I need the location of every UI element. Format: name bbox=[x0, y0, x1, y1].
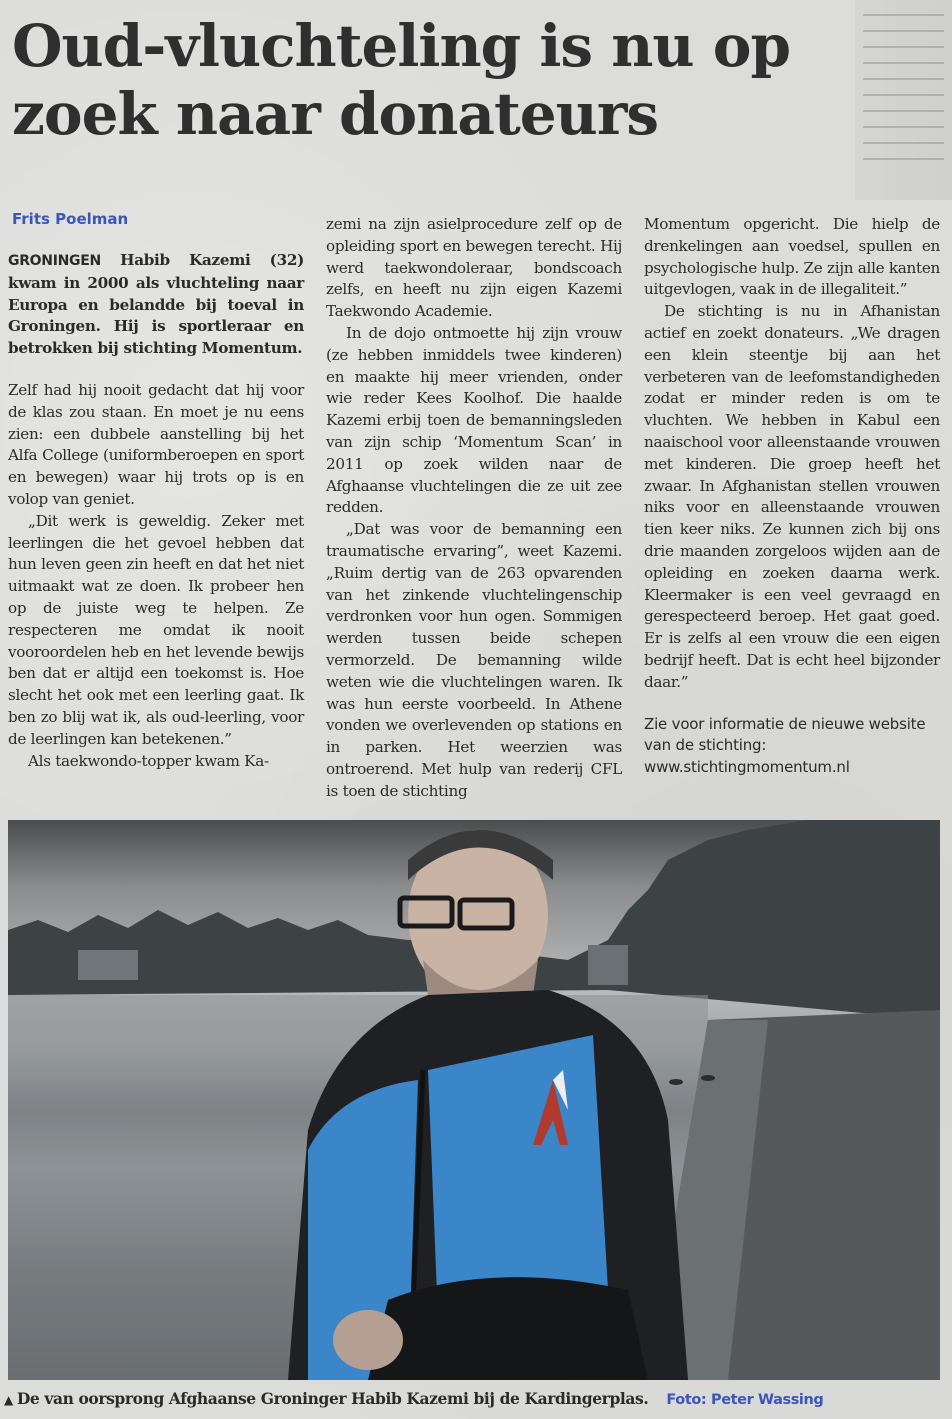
article-column-3 bbox=[644, 214, 940, 778]
paragraph: De stichting is nu in Afhanistan actief en zoekt donateurs. „We dragen een klein steentje bij aan het verbeteren van de leefomstandigheden zodat er minder reden is om te vluchten. We hebben in Kabul een naaischool voor alleenstaande vrouwen met kinderen. Die groep heeft het zwaar. In Afghanistan stellen vrouwen niks voor en alleenstaande vrouwen tien keer niks. Ze kunnen zich bij ons drie maanden zorgeloos wijden aan de opleiding en zoeken daarna werk. Kleermaker is een veel gevraagd en gerespecteerd beroep. Het gaat goed. Er is zelfs al een vrouw die een eigen bedrijf heeft. Dat is echt heel bijzonder daar.” bbox=[644, 302, 940, 691]
dateline: GRONINGEN bbox=[8, 253, 101, 269]
photo-illustration bbox=[8, 820, 940, 1380]
building bbox=[588, 945, 628, 985]
paragraph: Als taekwondo-topper kwam Ka- bbox=[28, 751, 269, 770]
paragraph: Momentum opgericht. Die hielp de drenkelingen aan voedsel, spullen en psychologische hulp. Ze zijn alle kanten uitgevlogen, vaak in de illegaliteit.” bbox=[644, 215, 940, 299]
article-column-2 bbox=[326, 214, 622, 803]
website-link[interactable]: www.stichtingmomentum.nl bbox=[644, 757, 850, 776]
info-text: Zie voor informatie de nieuwe website van de stichting: bbox=[644, 714, 926, 755]
paragraph: „Dit werk is geweldig. Zeker met leerlingen die het gevoel hebben dat hun leven geen zin heeft en dat het niet uitmaakt wat ze doen. Ik probeer hen op de juiste weg te helpen. Ze respecteren me omdat ik nooit vooroordelen heb en het levende bewijs ben dat er altijd een toekomst is. Hoe slecht het ook met een leerling gaat. Ik ben zo blij wat ik, als oud-leerling, voor de leerlingen kan betekenen.” bbox=[8, 511, 304, 748]
headline: Oud-vluchteling is nu op zoek naar donateurs bbox=[12, 12, 791, 148]
person-knee bbox=[368, 1277, 648, 1380]
photo-credit: Foto: Peter Wassing bbox=[666, 1392, 824, 1408]
building bbox=[78, 950, 138, 980]
paragraph: zemi na zijn asielprocedure zelf op de opleiding sport en bewegen terecht. Hij werd taekwondoleraar, bondscoach zelfs, en heeft nu zijn eigen Kazemi Taekwondo Academie. bbox=[326, 215, 622, 321]
person-hand bbox=[333, 1310, 403, 1370]
info-box bbox=[644, 714, 940, 779]
duck bbox=[701, 1075, 715, 1081]
photo-caption bbox=[4, 1389, 948, 1408]
article-photo bbox=[8, 820, 940, 1380]
article-column-1 bbox=[8, 250, 304, 772]
paragraph: In de dojo ontmoette hij zijn vrouw (ze hebben inmiddels twee kinderen) en maakte hij meer vrienden, onder wie reder Kees Koolhof. Die haalde Kazemi erbij toen de bemanningsleden van zijn schip ‘Momentum Scan’ in 2011 op zoek wilden naar de Afghaanse vluchtelingen die ze uit zee redden. bbox=[326, 323, 622, 517]
caption-text: De van oorsprong Afghaanse Groninger Habib Kazemi bij de Kardingerplas. bbox=[16, 1389, 649, 1408]
paragraph: Zelf had hij nooit gedacht dat hij voor de klas zou staan. En moet je nu eens zien: een dubbele aanstelling bij het Alfa College (uniformberoepen en sport en bewegen) waar hij trots op is en volop van geniet. bbox=[8, 380, 304, 508]
paragraph: „Dat was voor de bemanning een traumatische ervaring”, weet Kazemi. „Ruim dertig van de 263 opvarenden van het zinkende vluchtelingenschip verdronken voor hun ogen. Sommigen werden tussen beide schepen vermorzeld. De bemanning wilde weten wie die vluchtelingen waren. Ik was hun eerste voorbeeld. In Athene vonden we overlevenden op stations en in parken. Het weerzien was ontroerend. Met hulp van rederij CFL is toen de stichting bbox=[326, 520, 622, 800]
intro-text: Habib Kazemi (32) kwam in 2000 als vluchteling naar Europa en belandde bij toeval in Groningen. Hij is sportleraar en betrokken bij stichting Momentum. bbox=[8, 251, 304, 358]
caption-triangle-icon: ▲ bbox=[4, 1393, 13, 1407]
intro-paragraph bbox=[8, 250, 304, 360]
byline: Frits Poelman bbox=[12, 210, 129, 228]
duck bbox=[669, 1079, 683, 1085]
